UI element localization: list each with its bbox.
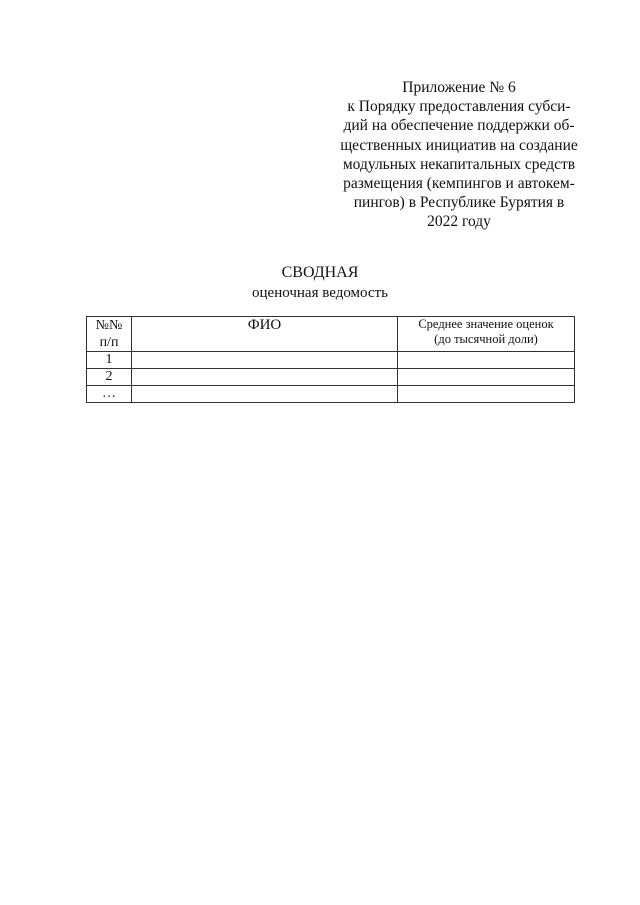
table-row [87,369,575,386]
cell-score [398,386,575,403]
header-fio: ФИО [132,317,398,352]
appendix-line: щественных инициатив на создание [340,136,578,154]
summary-table [86,316,575,403]
cell-score [398,369,575,386]
cell-score [398,352,575,369]
header-score-line: (до тысячной доли) [434,332,538,346]
cell-number: 2 [87,369,132,386]
cell-fio [132,386,398,403]
appendix-line: Приложение № 6 [402,79,516,96]
appendix-line: размещения (кемпингов и автокем- [343,175,575,193]
cell-number: … [87,386,132,403]
header-number-line: №№ [95,318,123,333]
document-title: СВОДНАЯ [281,264,359,281]
table-header-row [87,317,575,352]
table-row [87,386,575,403]
appendix-line: модульных некапитальных средств [342,155,576,173]
header-score [398,317,575,352]
cell-number: 1 [87,352,132,369]
header-number [87,317,132,352]
document-subtitle: оценочная ведомость [252,285,388,301]
appendix-block [331,78,587,232]
header-score-line: Среднее значение оценок [418,317,554,331]
cell-fio [132,352,398,369]
appendix-line: дий на обеспечение поддержки об- [343,117,575,135]
table-row [87,352,575,369]
header-number-line: п/п [99,335,119,350]
appendix-line: 2022 году [427,213,491,231]
cell-fio [132,369,398,386]
appendix-line: пингов) в Республике Бурятия в [353,194,565,212]
appendix-line: к Порядку предоставления субси- [347,98,571,116]
